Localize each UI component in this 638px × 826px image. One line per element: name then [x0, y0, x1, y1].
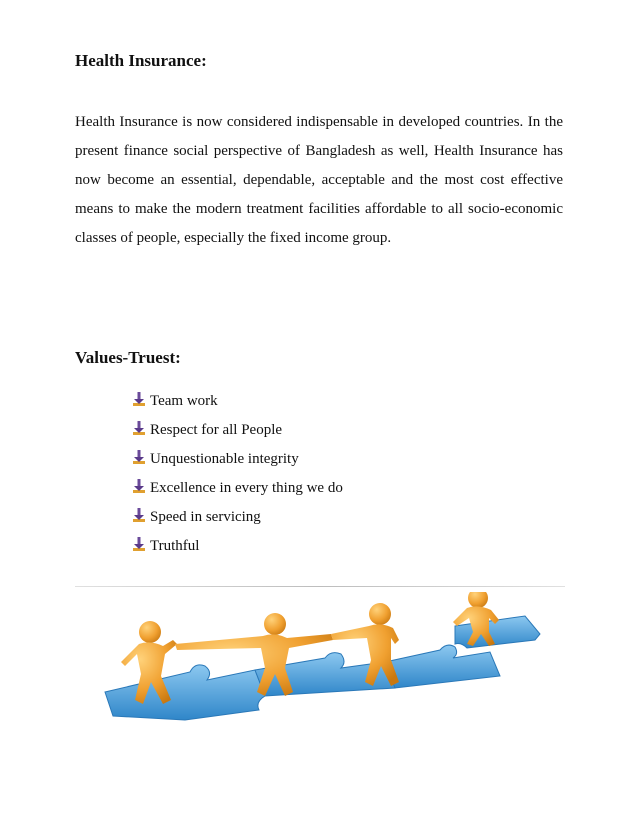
values-list — [132, 387, 343, 561]
list-item — [132, 416, 343, 445]
list-item — [132, 445, 343, 474]
list-item-label: Speed in servicing — [150, 509, 261, 525]
list-item — [132, 474, 343, 503]
list-item — [132, 387, 343, 416]
list-item-label: Unquestionable integrity — [150, 451, 299, 467]
horizontal-divider — [75, 586, 565, 587]
section-heading-health-insurance: Health Insurance: — [75, 51, 207, 70]
list-item-label: Truthful — [150, 538, 200, 554]
arrow-down-bullet-icon — [132, 421, 146, 436]
arrow-down-bullet-icon — [132, 537, 146, 552]
arrow-down-bullet-icon — [132, 479, 146, 494]
arrow-down-bullet-icon — [132, 508, 146, 523]
list-item-label: Team work — [150, 393, 218, 409]
teamwork-puzzle-figures-illustration — [95, 592, 555, 722]
list-item-label: Respect for all People — [150, 422, 283, 438]
section-heading-values: Values-Truest: — [75, 348, 181, 367]
list-item-label: Excellence in every thing we do — [150, 480, 343, 496]
arrow-down-bullet-icon — [132, 450, 146, 465]
list-item — [132, 503, 343, 532]
list-item — [132, 532, 343, 561]
arrow-down-bullet-icon — [132, 392, 146, 407]
health-insurance-paragraph: Health Insurance is now considered indispensable in developed countries. In the present finance social perspective of Bangladesh as well, Health Insurance has now become an essential, dependable, acceptable and the most cost effective means to make the modern treatment facilities affordable to all socio-economic classes of people, especially the fixed income group. — [75, 114, 563, 246]
